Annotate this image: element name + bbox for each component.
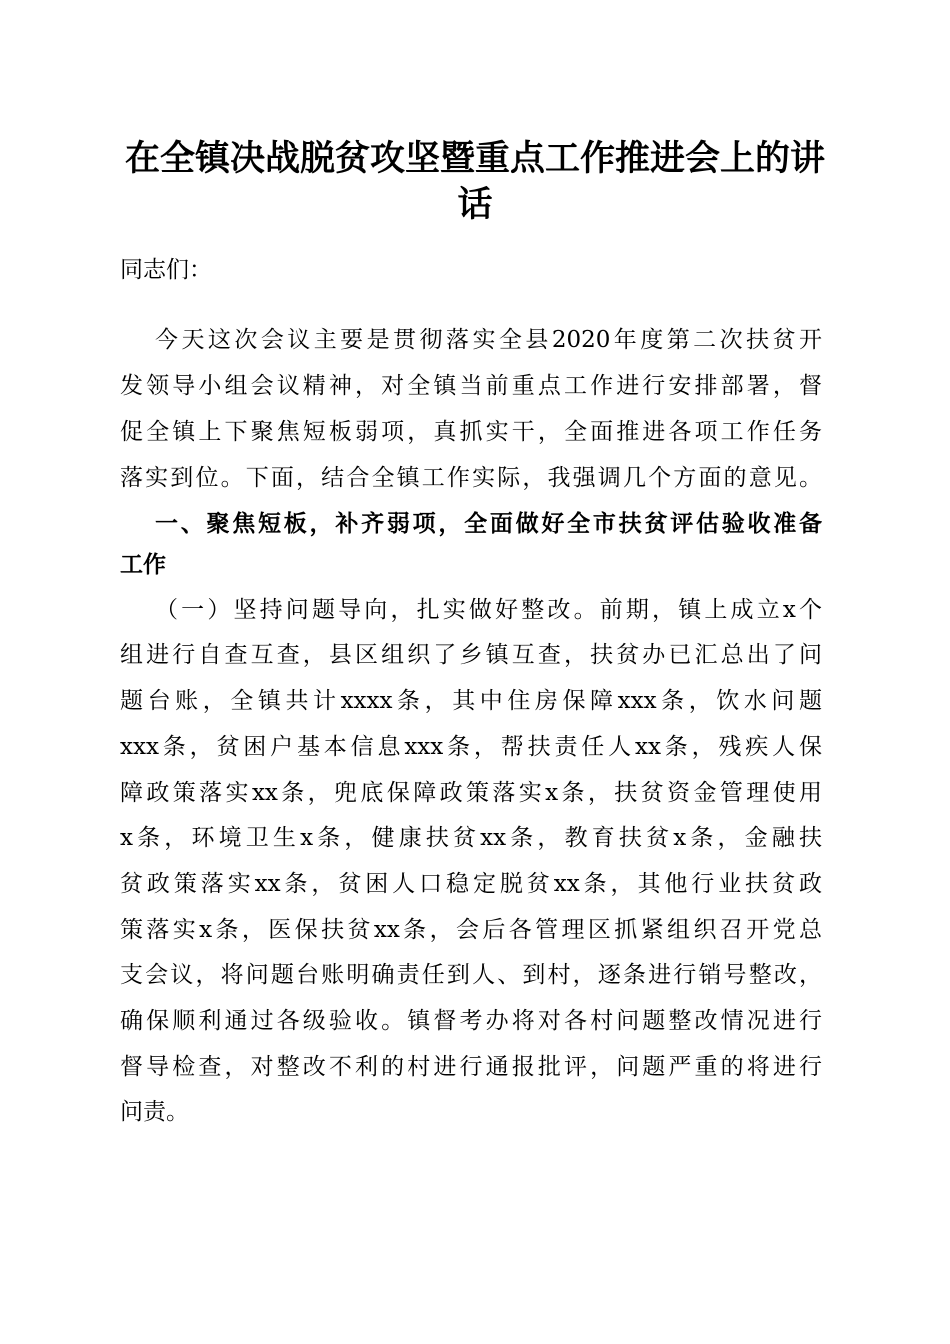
text-line: 策落实x条，医保扶贫xx条，会后各管理区抓紧组织召开党总	[120, 917, 822, 943]
text-line: （一）坚持问题导向，扎实做好整改。前期，镇上成立x个	[155, 597, 822, 623]
text-line: 今天这次会议主要是贯彻落实全县2020年度第二次扶贫开	[155, 327, 822, 353]
text-line: 贫政策落实xx条，贫困人口稳定脱贫xx条，其他行业扶贫政	[120, 871, 822, 897]
text-line: 落实到位。下面，结合全镇工作实际，我强调几个方面的意见。	[120, 465, 822, 491]
text-line: 发领导小组会议精神，对全镇当前重点工作进行安排部署，督	[120, 373, 822, 399]
heading-line: 一、聚焦短板，补齐弱项，全面做好全市扶贫评估验收准备	[155, 511, 822, 537]
title-line: 话	[457, 184, 493, 225]
text-line: 组进行自查互查，县区组织了乡镇互查，扶贫办已汇总出了问	[120, 642, 822, 668]
text-line: xxx条，贫困户基本信息xxx条，帮扶责任人xx条，残疾人保	[120, 734, 822, 760]
title-line: 在全镇决战脱贫攻坚暨重点工作推进会上的讲	[124, 138, 825, 179]
text-line: 支会议，将问题台账明确责任到人、到村，逐条进行销号整改，	[120, 962, 822, 988]
text-line: 障政策落实xx条，兜底保障政策落实x条，扶贫资金管理使用	[120, 780, 822, 806]
text-line: 确保顺利通过各级验收。镇督考办将对各村问题整改情况进行	[120, 1008, 822, 1034]
text-line: x条，环境卫生x条，健康扶贫xx条，教育扶贫x条，金融扶	[120, 825, 822, 851]
heading-line: 工作	[120, 552, 166, 578]
text-line: 促全镇上下聚焦短板弱项，真抓实干，全面推进各项工作任务	[120, 419, 822, 445]
text-line: 题台账，全镇共计xxxx条，其中住房保障xxx条，饮水问题	[120, 688, 822, 714]
text-line: 督导检查，对整改不利的村进行通报批评，问题严重的将进行	[120, 1054, 822, 1080]
text-line: 问责。	[120, 1099, 189, 1125]
greeting: 同志们：	[120, 257, 212, 283]
